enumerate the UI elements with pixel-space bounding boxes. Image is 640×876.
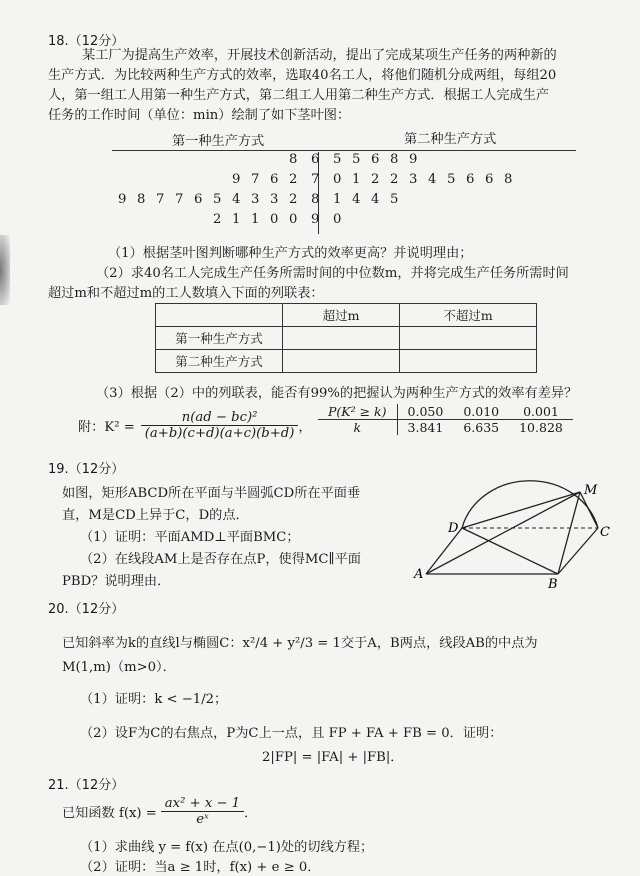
leaf-left: 7 [175, 192, 184, 207]
leaf-right: 4 [371, 192, 380, 207]
label-c: C [600, 525, 610, 540]
ref-header-val: 0.001 [509, 404, 573, 420]
leaf-left: 6 [270, 172, 279, 187]
leaf-left: 2 [289, 172, 298, 187]
stem-value: 8 [311, 192, 320, 207]
stem-top-rule [112, 150, 576, 151]
leaf-left: 0 [270, 212, 279, 227]
ref-row-val: 3.841 [407, 420, 444, 435]
q19-header: 19.（12分） [48, 462, 125, 477]
q21-function: 已知函数 f(x) = $\frac{\text{ax² + x − 1}}{\text{eˣ}}$ ． [62, 796, 258, 827]
table-header-blank [156, 304, 283, 327]
q21-part-2: （2）证明：当a ≥ 1时，f(x) + e ≥ 0． [80, 860, 321, 875]
leaf-left: 7 [156, 192, 165, 207]
table-row-label-2: 第二种生产方式 [156, 350, 283, 373]
q21-fraction [161, 796, 244, 827]
k2-formula: 附：K² = $\frac{\text{n(ad − bc)²}}{(a+b)(c+d)(a+c)(b+d)}$ ， [78, 410, 312, 441]
semicircle-arc [462, 481, 598, 528]
formula-denominator: (a+b)(c+d)(a+c)(b+d) [144, 426, 295, 441]
q20-header: 20.（12分） [48, 602, 125, 617]
leaf-right: 8 [390, 152, 399, 167]
stem-title-right: 第二种生产方式 [404, 132, 497, 147]
q20-part-2: （2）设F为C的右焦点，P为C上一点，且 FP + FA + FB = 0．证明： [80, 726, 503, 741]
ref-row-val: 6.635 [463, 420, 500, 435]
q20-part-1: （1）证明：k < −1/2； [80, 692, 228, 707]
leaf-left: 0 [289, 212, 298, 227]
formula-numerator: n(ad − bc)² [141, 410, 299, 426]
label-m: M [584, 483, 598, 498]
leaf-right: 2 [390, 172, 399, 187]
leaf-right: 4 [428, 172, 437, 187]
stem-value: 9 [311, 212, 320, 227]
q19-part-2-cont: PBD？说明理由． [62, 574, 171, 589]
leaf-left: 2 [289, 192, 298, 207]
leaf-right: 0 [333, 212, 342, 227]
stem-value: 6 [311, 152, 320, 167]
q21-part-1: （1）求曲线 y = f(x) 在点(0,−1)处的切线方程； [80, 840, 374, 855]
q18-line-3: 人，第一组工人用第一种生产方式，第二组工人用第二种生产方式．根据工人完成生产 [48, 88, 550, 103]
leaf-left: 8 [137, 192, 146, 207]
q20-part-2-cont: 2|FP| = |FA| + |FB|． [262, 750, 404, 765]
stem-title-left: 第一种生产方式 [172, 134, 265, 149]
q19-line-2: 直，M是CD上异于C，D的点． [62, 508, 249, 523]
leaf-left: 7 [251, 172, 260, 187]
segment-dm [462, 492, 580, 528]
q18-part-3: （3）根据（2）中的列联表，能否有99%的把握认为两种生产方式的效率有差异？ [96, 386, 578, 401]
table-header-not-over: 不超过m [400, 304, 537, 327]
formula-prefix: 附：K² = [78, 420, 135, 435]
q19-line-1: 如图，矩形ABCD所在平面与半圆弧CD所在平面垂 [62, 486, 361, 501]
leaf-right: 8 [504, 172, 513, 187]
leaf-right: 5 [352, 152, 361, 167]
segment-bd [462, 528, 558, 574]
geometry-figure [412, 470, 612, 590]
table-cell [283, 350, 400, 373]
q21-denominator: eˣ [196, 812, 209, 827]
contingency-table [155, 303, 537, 373]
q20-line-2: M(1,m)（m>0）． [62, 660, 176, 675]
q21-header: 21.（12分） [48, 778, 125, 793]
critical-value-table [318, 404, 573, 435]
leaf-left: 5 [213, 192, 222, 207]
leaf-left: 8 [289, 152, 298, 167]
leaf-left: 2 [213, 212, 222, 227]
leaf-right: 9 [409, 152, 418, 167]
leaf-left: 9 [118, 192, 127, 207]
q18-line-1: 某工厂为提高生产效率，开展技术创新活动，提出了完成某项生产任务的两种新的 [82, 48, 557, 63]
leaf-right: 5 [447, 172, 456, 187]
leaf-right: 6 [371, 152, 380, 167]
formula-fraction [141, 410, 299, 441]
q18-part-2-cont: 超过m和不超过m的工人数填入下面的列联表： [48, 286, 324, 301]
table-cell [283, 327, 400, 350]
leaf-right: 4 [352, 192, 361, 207]
leaf-right: 5 [333, 152, 342, 167]
leaf-left: 1 [232, 212, 241, 227]
leaf-left: 1 [251, 212, 260, 227]
leaf-right: 6 [485, 172, 494, 187]
q18-line-2: 生产方式．为比较两种生产方式的效率，选取40名工人，将他们随机分成两组，每组20 [48, 68, 557, 83]
table-header-over: 超过m [283, 304, 400, 327]
table-cell [400, 350, 537, 373]
leaf-right: 5 [390, 192, 399, 207]
leaf-right: 6 [466, 172, 475, 187]
label-d: D [448, 521, 459, 536]
table-cell [400, 327, 537, 350]
leaf-right: 2 [371, 172, 380, 187]
q19-part-1: （1）证明：平面AMD⊥平面BMC； [80, 530, 300, 545]
label-a: A [414, 567, 424, 582]
leaf-right: 1 [352, 172, 361, 187]
leaf-left: 6 [194, 192, 203, 207]
page-edge-shadow [0, 235, 10, 305]
ref-header-val: 0.050 [397, 404, 453, 420]
ref-header-val: 0.010 [453, 404, 509, 420]
table-row-label-1: 第一种生产方式 [156, 327, 283, 350]
q19-part-2: （2）在线段AM上是否存在点P，使得MC∥平面 [80, 552, 361, 567]
q18-header: 18.（12分） [48, 34, 125, 49]
ref-header-p: P(K² ≥ k) [318, 404, 397, 420]
q21-line-1-prefix: 已知函数 f(x) = [62, 806, 157, 821]
q18-line-4: 任务的工作时间（单位：min）绘制了如下茎叶图： [48, 108, 351, 123]
q20-line-1: 已知斜率为k的直线l与椭圆C：x²/4 + y²/3 = 1交于A，B两点，线段AB的中点为 [62, 636, 538, 651]
ref-row-val: 10.828 [519, 420, 563, 435]
ref-row-k: k [318, 420, 397, 436]
q21-numerator: ax² + x − 1 [161, 796, 244, 812]
leaf-left: 3 [251, 192, 260, 207]
leaf-right: 1 [333, 192, 342, 207]
q18-part-2: （2）求40名工人完成生产任务所需时间的中位数m，并将完成生产任务所需时间 [96, 266, 569, 281]
q18-part-1: （1）根据茎叶图判断哪种生产方式的效率更高？并说明理由； [108, 246, 473, 261]
label-b: B [548, 577, 558, 590]
stem-value: 7 [311, 172, 320, 187]
leaf-left: 3 [270, 192, 279, 207]
leaf-left: 9 [232, 172, 241, 187]
leaf-right: 3 [409, 172, 418, 187]
leaf-left: 4 [232, 192, 241, 207]
leaf-right: 0 [333, 172, 342, 187]
